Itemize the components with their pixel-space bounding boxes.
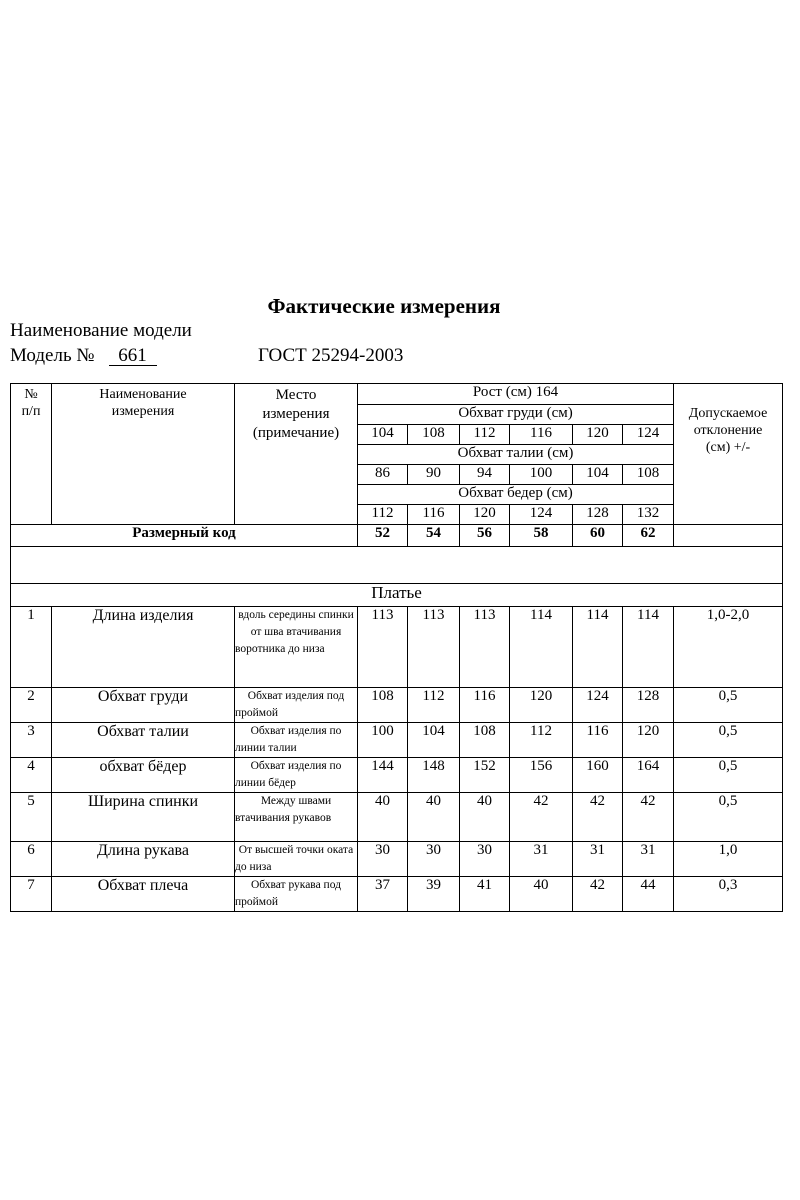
hips-size: 132 [623, 505, 674, 525]
measurement-value: 120 [510, 688, 573, 723]
table-row [11, 607, 783, 688]
measurement-value: 116 [460, 688, 510, 723]
waist-header: Обхват талии (см) [358, 445, 674, 465]
measurement-value: 113 [358, 607, 408, 688]
waist-size: 86 [358, 465, 408, 485]
model-number-label: Модель № [10, 345, 95, 366]
measurement-value: 31 [573, 842, 623, 877]
model-name-label: Наименование модели [10, 320, 192, 341]
hips-header: Обхват бедер (см) [358, 485, 674, 505]
chest-size: 104 [358, 425, 408, 445]
measurement-value: 40 [460, 793, 510, 842]
measurement-note: Обхват изделия под проймой [235, 688, 358, 723]
table-row [11, 688, 783, 723]
measurement-name: Ширина спинки [52, 793, 235, 842]
measurement-value: 160 [573, 758, 623, 793]
measurement-name: Длина изделия [52, 607, 235, 688]
measurement-note: Обхват рукава под проймой [235, 877, 358, 912]
measurement-value: 112 [408, 688, 460, 723]
measurement-value: 30 [358, 842, 408, 877]
waist-size: 100 [510, 465, 573, 485]
column-header-name: Наименование измерения [52, 384, 235, 525]
size-code: 58 [510, 525, 573, 547]
chest-size: 124 [623, 425, 674, 445]
tolerance-value: 0,5 [674, 758, 783, 793]
table-row [11, 842, 783, 877]
page-title: Фактические измерения [267, 294, 501, 318]
measurement-value: 30 [460, 842, 510, 877]
measurement-note: вдоль середины спинки от шва втачивания воротника до низа [235, 607, 358, 688]
row-number: 1 [11, 607, 52, 688]
model-number: 661 [109, 347, 157, 366]
hips-size: 128 [573, 505, 623, 525]
row-number: 4 [11, 758, 52, 793]
measurement-name: Длина рукава [52, 842, 235, 877]
measurement-value: 112 [510, 723, 573, 758]
measurement-value: 152 [460, 758, 510, 793]
tolerance-header-top [674, 384, 783, 405]
measurement-value: 116 [573, 723, 623, 758]
size-code: 62 [623, 525, 674, 547]
measurement-name: Обхват плеча [52, 877, 235, 912]
measurement-value: 124 [573, 688, 623, 723]
size-code: 60 [573, 525, 623, 547]
chest-size: 108 [408, 425, 460, 445]
tolerance-value: 0,5 [674, 793, 783, 842]
measurement-name: Обхват талии [52, 723, 235, 758]
measurement-value: 120 [623, 723, 674, 758]
measurement-value: 41 [460, 877, 510, 912]
measurement-value: 44 [623, 877, 674, 912]
measurement-value: 113 [408, 607, 460, 688]
measurement-value: 104 [408, 723, 460, 758]
tolerance-value: 0,5 [674, 723, 783, 758]
measurement-value: 31 [623, 842, 674, 877]
measurement-value: 156 [510, 758, 573, 793]
waist-size: 104 [573, 465, 623, 485]
measurement-value: 113 [460, 607, 510, 688]
measurement-note: От высшей точки оката до низа [235, 842, 358, 877]
row-number: 3 [11, 723, 52, 758]
measurement-value: 164 [623, 758, 674, 793]
measurement-note: Обхват изделия по линии бёдер [235, 758, 358, 793]
size-code: 54 [408, 525, 460, 547]
measurement-value: 128 [623, 688, 674, 723]
measurement-value: 40 [408, 793, 460, 842]
hips-size: 112 [358, 505, 408, 525]
section-spacer [11, 547, 783, 584]
row-number: 5 [11, 793, 52, 842]
section-title: Платье [11, 584, 783, 607]
chest-header: Обхват груди (см) [358, 405, 674, 425]
row-number: 2 [11, 688, 52, 723]
measurement-value: 42 [573, 793, 623, 842]
chest-size: 120 [573, 425, 623, 445]
measurement-value: 100 [358, 723, 408, 758]
measurement-value: 39 [408, 877, 460, 912]
table-row [11, 877, 783, 912]
column-header-number: № п/п [11, 384, 52, 525]
table-row [11, 793, 783, 842]
measurement-value: 114 [623, 607, 674, 688]
column-header-place: Место измерения (примечание) [235, 384, 358, 525]
measurement-value: 30 [408, 842, 460, 877]
measurement-value: 42 [510, 793, 573, 842]
measurement-value: 114 [510, 607, 573, 688]
measurement-value: 108 [358, 688, 408, 723]
measurement-note: Обхват изделия по линии талии [235, 723, 358, 758]
measurement-name: обхват бёдер [52, 758, 235, 793]
tolerance-value: 1,0 [674, 842, 783, 877]
tolerance-value: 1,0-2,0 [674, 607, 783, 688]
measurement-value: 148 [408, 758, 460, 793]
waist-size: 94 [460, 465, 510, 485]
height-header: Рост (см) 164 [358, 384, 674, 405]
size-code-tolerance-empty [674, 525, 783, 547]
measurement-name: Обхват груди [52, 688, 235, 723]
measurement-value: 40 [358, 793, 408, 842]
tolerance-value: 0,5 [674, 688, 783, 723]
model-number-line [10, 345, 404, 367]
measurement-value: 42 [573, 877, 623, 912]
measurement-value: 42 [623, 793, 674, 842]
measurement-value: 114 [573, 607, 623, 688]
tolerance-value: 0,3 [674, 877, 783, 912]
gost-reference: ГОСТ 25294-2003 [258, 345, 404, 366]
measurement-value: 144 [358, 758, 408, 793]
hips-size: 120 [460, 505, 510, 525]
table-row [11, 723, 783, 758]
waist-size: 90 [408, 465, 460, 485]
hips-size: 116 [408, 505, 460, 525]
size-code-label: Размерный код [11, 525, 358, 547]
measurement-value: 40 [510, 877, 573, 912]
measurement-value: 108 [460, 723, 510, 758]
size-code: 56 [460, 525, 510, 547]
row-number: 7 [11, 877, 52, 912]
measurement-value: 31 [510, 842, 573, 877]
chest-size: 116 [510, 425, 573, 445]
measurements-table [10, 383, 783, 912]
chest-size: 112 [460, 425, 510, 445]
size-code: 52 [358, 525, 408, 547]
table-row [11, 758, 783, 793]
measurement-value: 37 [358, 877, 408, 912]
column-header-tolerance: Допускаемое отклонение (см) +/- [674, 405, 783, 525]
measurement-note: Между швами втачивания рукавов [235, 793, 358, 842]
waist-size: 108 [623, 465, 674, 485]
row-number: 6 [11, 842, 52, 877]
hips-size: 124 [510, 505, 573, 525]
